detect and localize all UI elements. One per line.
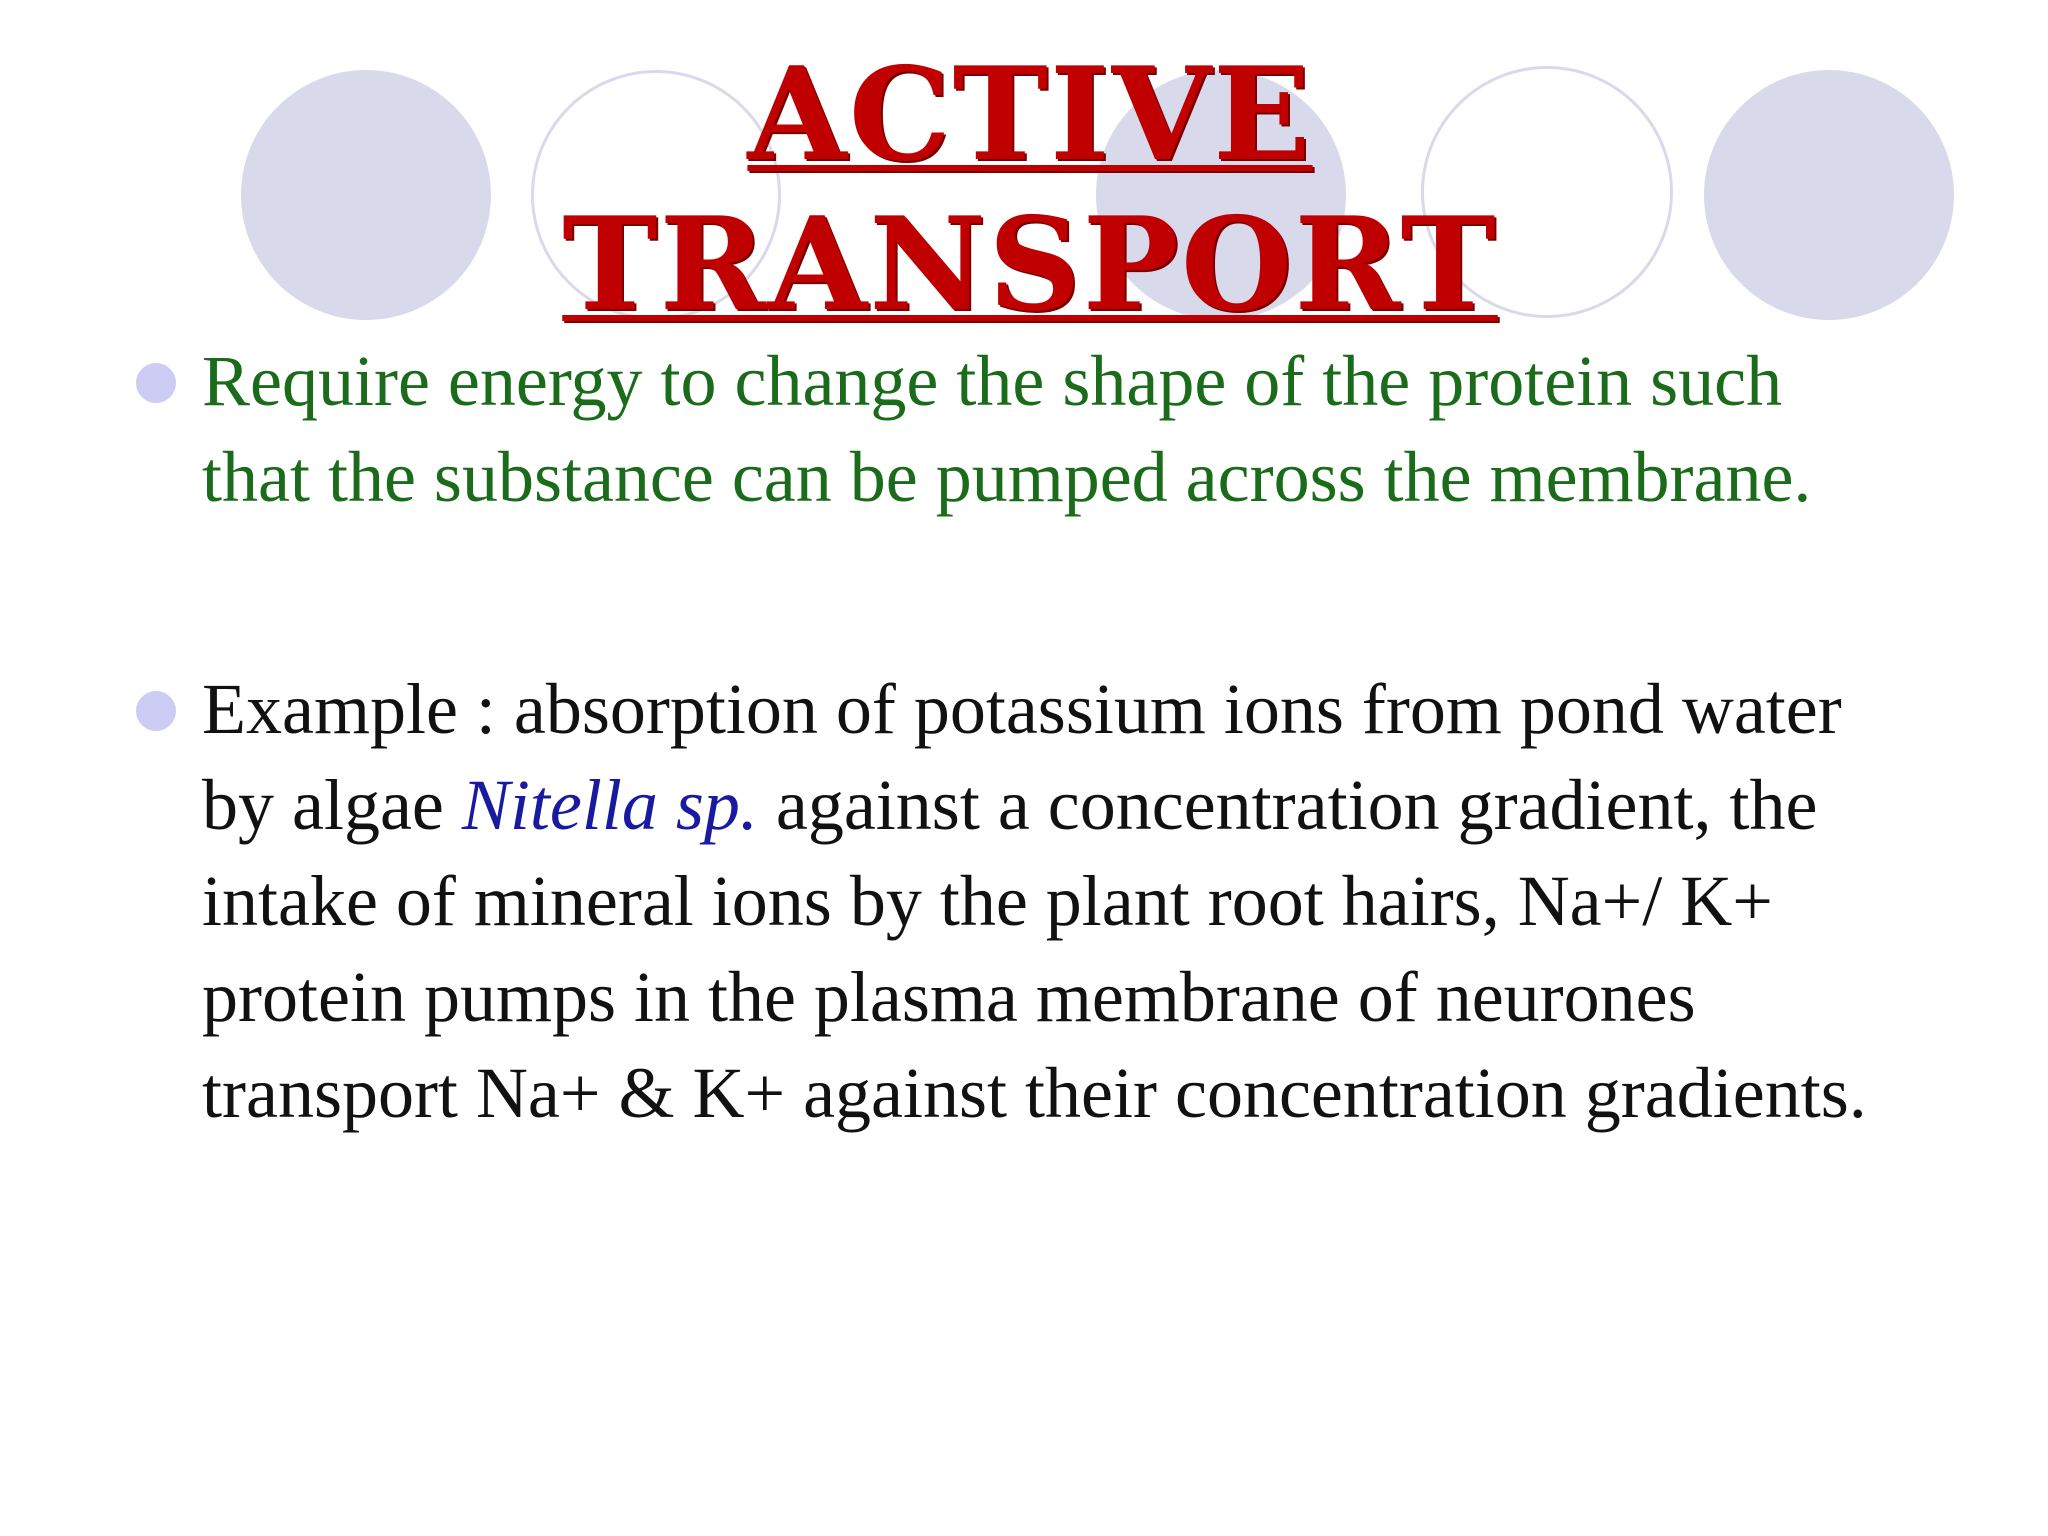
bullet-dot-icon <box>136 691 176 731</box>
species-name: Nitella sp. <box>461 765 758 845</box>
bullet-text: Require energy to change the shape of the protein such that the substance can be pumped across the membrane. <box>202 341 1812 517</box>
title-line-1: ACTIVE <box>747 40 1313 190</box>
bullet-dot-icon <box>136 363 176 403</box>
bullet-text-after: against a concentration gradient, the intake of mineral ions by the plant root hairs, Na+/ K+ protein pumps in the plasma membrane of neurones transport Na+ & K+ against their concentration gradients. <box>202 765 1867 1133</box>
bullet-list <box>130 333 1900 1141</box>
bullet-text-before: Example : absorption of potassium ions from pond water by algae <box>202 669 1842 845</box>
slide-title <box>380 40 1680 340</box>
bullet-item-example <box>130 661 1900 1141</box>
decorative-circle-filled <box>1704 70 1954 320</box>
bullet-item-energy <box>130 333 1900 525</box>
title-line-2: TRANSPORT <box>562 190 1498 340</box>
